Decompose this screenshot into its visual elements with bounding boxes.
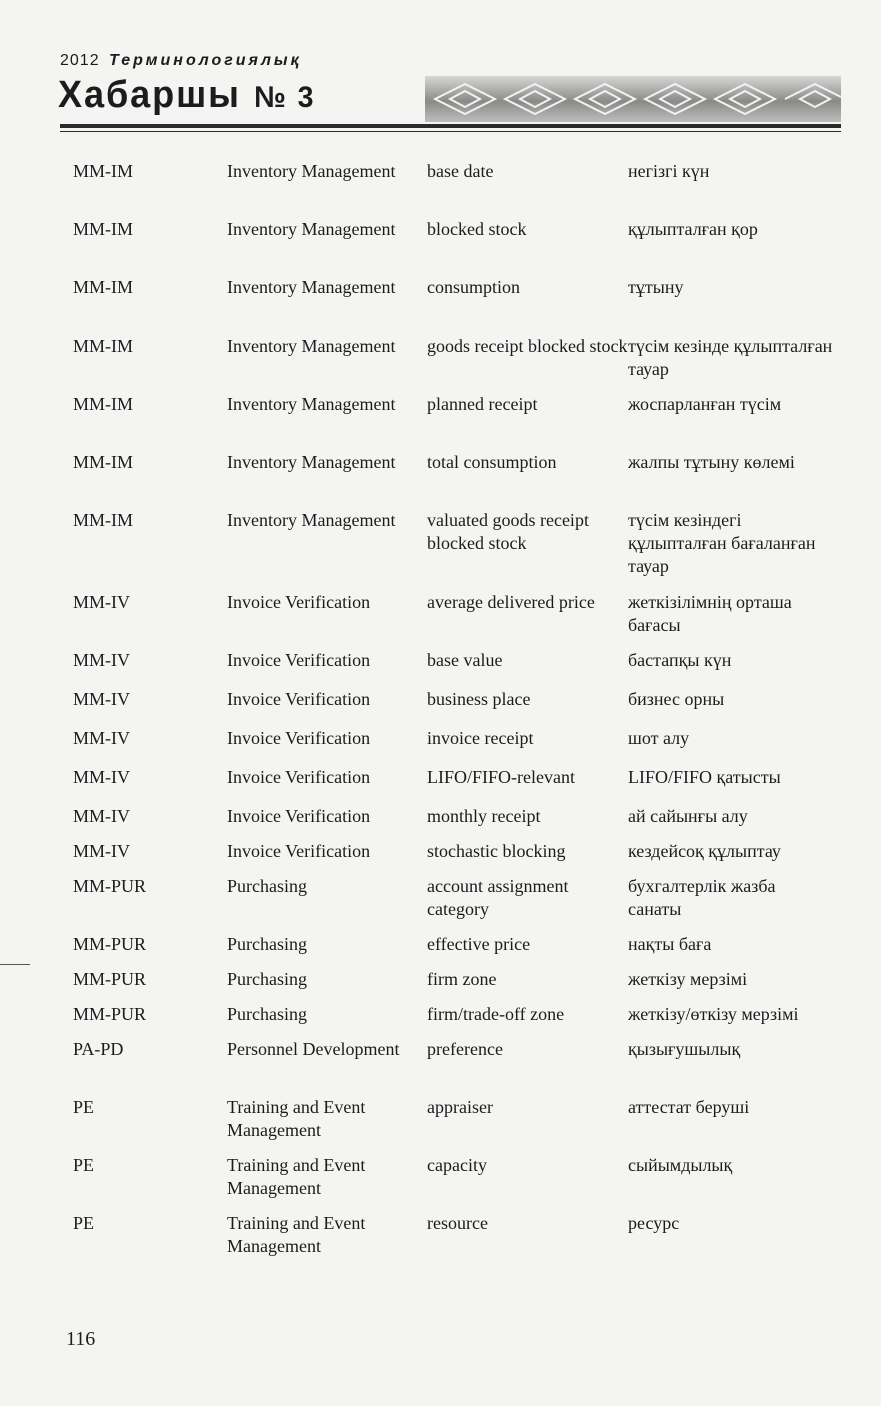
table-row: [73, 1038, 833, 1096]
table-row: [73, 688, 833, 727]
header-rule-thick: [60, 124, 841, 128]
term-cell: appraiser: [427, 1097, 493, 1117]
table-row: [73, 933, 833, 968]
module-cell: Purchasing: [227, 876, 307, 896]
module-cell: Inventory Management: [227, 219, 396, 239]
module-cell: Purchasing: [227, 934, 307, 954]
code-cell: MM-IV: [73, 650, 130, 670]
margin-mark: [0, 964, 30, 965]
code-cell: MM-IM: [73, 219, 134, 239]
module-cell: Purchasing: [227, 969, 307, 989]
translation-cell: аттестат беруші: [628, 1097, 750, 1117]
module-cell: Invoice Verification: [227, 592, 371, 612]
journal-title: [58, 74, 315, 117]
term-cell: business place: [427, 689, 531, 709]
term-cell: base value: [427, 650, 503, 670]
code-cell: MM-IM: [73, 277, 134, 297]
code-cell: MM-IV: [73, 592, 130, 612]
table-row: [73, 1096, 833, 1154]
code-cell: MM-IM: [73, 510, 134, 530]
translation-cell: шот алу: [628, 728, 690, 748]
module-cell: Invoice Verification: [227, 806, 371, 826]
journal-year-line: [60, 52, 302, 70]
module-cell: Training and Event Management: [227, 1097, 366, 1140]
module-cell: Invoice Verification: [227, 728, 371, 748]
translation-cell: жоспарланған түсім: [628, 394, 782, 414]
module-cell: Inventory Management: [227, 452, 396, 472]
term-cell: valuated goods receipt blocked stock: [427, 510, 589, 553]
module-cell: Inventory Management: [227, 394, 396, 414]
translation-cell: тұтыну: [628, 277, 684, 297]
table-row: [73, 1003, 833, 1038]
page-header: [0, 0, 881, 140]
journal-year: 2012: [60, 52, 100, 69]
table-row: [73, 1212, 833, 1270]
terminology-table: [73, 160, 833, 1270]
translation-cell: кездейсоқ құлыптау: [628, 841, 781, 861]
translation-cell: қызығушылық: [628, 1039, 741, 1059]
code-cell: MM-IM: [73, 394, 134, 414]
code-cell: MM-IM: [73, 161, 134, 181]
page-number: 116: [66, 1328, 96, 1350]
table-row: [73, 805, 833, 840]
code-cell: PE: [73, 1213, 95, 1233]
term-cell: average delivered price: [427, 592, 595, 612]
module-cell: Inventory Management: [227, 510, 396, 530]
ornament-pattern: [425, 76, 841, 122]
table-row: [73, 591, 833, 649]
code-cell: MM-PUR: [73, 876, 147, 896]
table-row: [73, 393, 833, 451]
term-cell: account assignment category: [427, 876, 569, 919]
code-cell: MM-IM: [73, 336, 134, 356]
term-cell: effective price: [427, 934, 531, 954]
term-cell: LIFO/FIFO-relevant: [427, 767, 575, 787]
journal-issue: № 3: [254, 81, 316, 114]
module-cell: Training and Event Management: [227, 1155, 366, 1198]
translation-cell: LIFO/FIFO қатысты: [628, 767, 781, 787]
translation-cell: құлыпталған қор: [628, 219, 758, 239]
module-cell: Invoice Verification: [227, 650, 371, 670]
table-row: [73, 875, 833, 933]
journal-name: Хабаршы: [58, 74, 241, 116]
table-row: [73, 1154, 833, 1212]
term-cell: planned receipt: [427, 394, 538, 414]
code-cell: MM-PUR: [73, 1004, 147, 1024]
code-cell: PA-PD: [73, 1039, 124, 1059]
code-cell: MM-IV: [73, 841, 130, 861]
table-row: [73, 727, 833, 766]
translation-cell: нақты баға: [628, 934, 712, 954]
term-cell: resource: [427, 1213, 488, 1233]
code-cell: MM-IV: [73, 806, 130, 826]
module-cell: Invoice Verification: [227, 767, 371, 787]
term-cell: firm zone: [427, 969, 497, 989]
term-cell: invoice receipt: [427, 728, 534, 748]
code-cell: MM-IV: [73, 728, 130, 748]
code-cell: PE: [73, 1097, 95, 1117]
module-cell: Inventory Management: [227, 336, 396, 356]
term-cell: base date: [427, 161, 494, 181]
journal-subtitle: Терминологиялық: [109, 52, 302, 69]
table-row: [73, 766, 833, 805]
translation-cell: түсім кезінде құлыпталған тауар: [628, 336, 833, 379]
translation-cell: сыйымдылық: [628, 1155, 733, 1175]
term-cell: goods receipt blocked stock: [427, 336, 628, 356]
translation-cell: жеткізу/өткізу мерзімі: [628, 1004, 799, 1024]
module-cell: Invoice Verification: [227, 689, 371, 709]
translation-cell: ай сайынғы алу: [628, 806, 748, 826]
code-cell: MM-PUR: [73, 969, 147, 989]
module-cell: Purchasing: [227, 1004, 307, 1024]
term-cell: monthly receipt: [427, 806, 541, 826]
term-cell: preference: [427, 1039, 503, 1059]
term-cell: capacity: [427, 1155, 487, 1175]
translation-cell: бастапқы күн: [628, 650, 732, 670]
table-row: [73, 968, 833, 1003]
table-row: [73, 509, 833, 591]
translation-cell: жеткізілімнің орташа бағасы: [628, 592, 792, 635]
module-cell: Training and Event Management: [227, 1213, 366, 1256]
table-row: [73, 160, 833, 218]
code-cell: MM-IV: [73, 689, 130, 709]
term-cell: total consumption: [427, 452, 557, 472]
translation-cell: жеткізу мерзімі: [628, 969, 748, 989]
code-cell: MM-IV: [73, 767, 130, 787]
table-row: [73, 276, 833, 335]
code-cell: MM-IM: [73, 452, 134, 472]
table-row: [73, 218, 833, 276]
translation-cell: бухгалтерлік жазба санаты: [628, 876, 776, 919]
module-cell: Inventory Management: [227, 161, 396, 181]
table-row: [73, 335, 833, 393]
ornament-band: [425, 76, 841, 122]
term-cell: consumption: [427, 277, 520, 297]
translation-cell: ресурс: [628, 1213, 680, 1233]
table-row: [73, 451, 833, 509]
term-cell: blocked stock: [427, 219, 527, 239]
term-cell: stochastic blocking: [427, 841, 566, 861]
translation-cell: жалпы тұтыну көлемі: [628, 452, 795, 472]
module-cell: Personnel Development: [227, 1039, 400, 1059]
term-cell: firm/trade-off zone: [427, 1004, 565, 1024]
translation-cell: негізгі күн: [628, 161, 710, 181]
header-rule-thin: [60, 131, 841, 132]
translation-cell: бизнес орны: [628, 689, 725, 709]
code-cell: MM-PUR: [73, 934, 147, 954]
table-row: [73, 649, 833, 688]
module-cell: Inventory Management: [227, 277, 396, 297]
table-row: [73, 840, 833, 875]
translation-cell: түсім кезіндегі құлыпталған бағаланған тауар: [628, 510, 816, 576]
module-cell: Invoice Verification: [227, 841, 371, 861]
code-cell: PE: [73, 1155, 95, 1175]
